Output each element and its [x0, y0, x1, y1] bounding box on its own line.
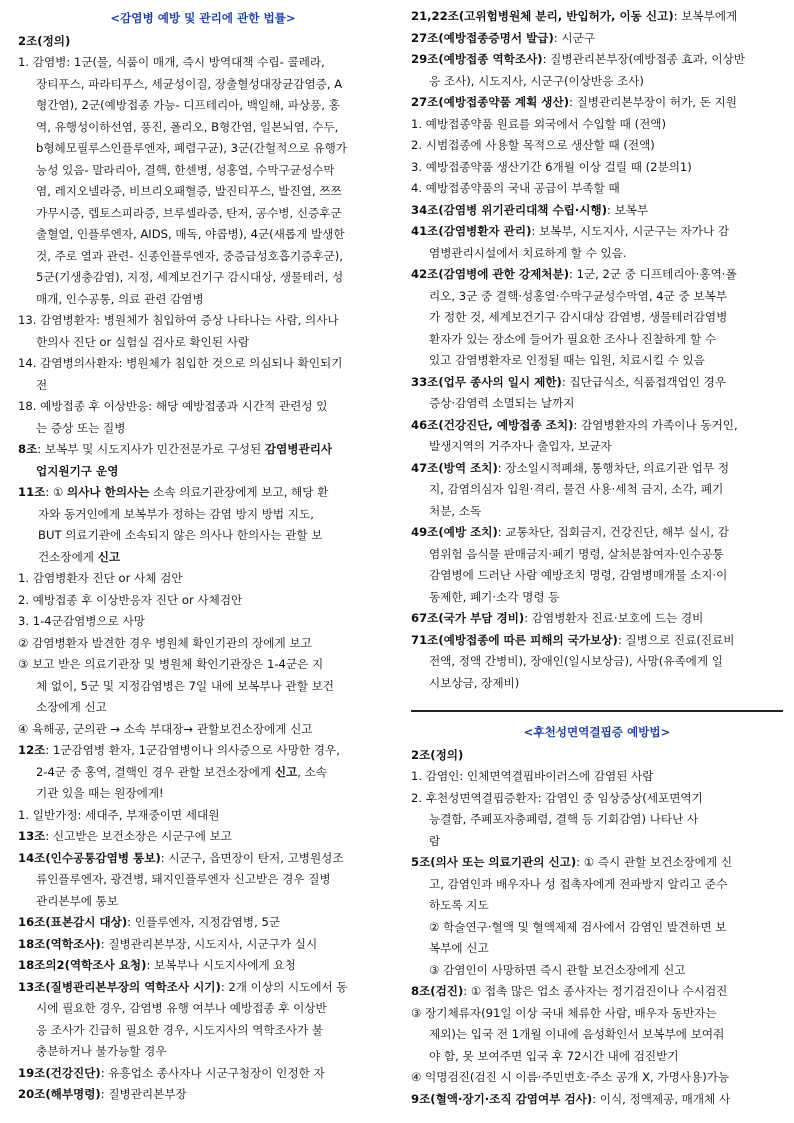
- left-column: [18, 6, 388, 1106]
- line-text: 응 조사가 긴급히 필요한 경우, 시도지사의 역학조사가 불: [36, 1022, 324, 1037]
- line-text: : 신고받은 보건소장은 시군구에 보고: [45, 829, 232, 843]
- article-heading: 2조(정의): [411, 747, 464, 762]
- line-text: : 2개 이상의 시도에서 동: [220, 979, 348, 994]
- article-heading: 의사나 한의사는: [67, 485, 150, 499]
- line-text: 야 함, 못 보여주면 입국 후 72시간 내에 검진받기: [429, 1048, 679, 1063]
- line-text: 능성 있음- 말라리아, 결핵, 한센병, 성홍열, 수막구균성수막: [36, 162, 335, 177]
- line-text: : 장소일시적폐쇄, 통행차단, 의료기관 업무 정: [497, 460, 730, 475]
- line-text: : 질병관리본부장, 시도지사, 시군구가 실시: [100, 936, 318, 951]
- line-text: : 보복부, 시도지사, 시군구는 자가나 감: [531, 224, 730, 238]
- text-line: [18, 891, 388, 913]
- line-text: 염위험 음식물 판매금지·폐기 명령, 살처분참여자·인수공통: [429, 546, 724, 561]
- line-text: : 보복부: [607, 202, 649, 217]
- article-heading: 14조(인수공통감염병 통보): [18, 850, 161, 865]
- text-line: [18, 934, 388, 956]
- line-text: 관리본부에 통보: [36, 893, 119, 908]
- article-heading: 29조(예방접종 역학조사): [411, 52, 543, 66]
- text-line: [411, 608, 783, 630]
- text-line: [18, 95, 388, 117]
- line-text: 1. 감염인: 인체면역결핍바이러스에 감염된 사람: [411, 769, 654, 783]
- article-heading: 34조(감염병 위기관리대책 수립·시행): [411, 202, 608, 217]
- line-text: 충분하거나 불가능할 경우: [36, 1044, 167, 1058]
- text-line: [411, 1089, 783, 1111]
- article-heading: 19조(건강진단): [18, 1065, 101, 1080]
- article-heading: 21,22조(고위험병원체 분리, 반입허가, 이동 신고): [411, 9, 674, 23]
- text-line: [411, 809, 783, 831]
- text-line: [411, 673, 783, 695]
- text-line: [411, 415, 783, 437]
- text-line: [18, 353, 388, 375]
- line-text: : 1군감염병 환자, 1군감염병이나 의사증으로 사망한 경우,: [45, 743, 340, 757]
- text-line: [411, 200, 783, 222]
- line-text: : 시군구, 읍면장이 탄저, 고병원성조: [160, 850, 344, 865]
- line-text: ③ 장기체류자(91일 이상 국내 체류한 사람, 배우자 동반자는: [411, 1005, 717, 1020]
- text-line: [18, 1063, 388, 1085]
- line-text: 3. 1-4군감염병으로 사망: [18, 614, 145, 628]
- line-text: 2. 예방접종 후 이상반응자 진단 or 사체검안: [18, 592, 243, 607]
- line-text: : 유흥업소 종사자나 시군구청장이 인정한 자: [100, 1065, 325, 1080]
- text-line: [18, 525, 388, 547]
- right-lines-a: [411, 6, 783, 694]
- article-heading: 41조(감염병환자 관리): [411, 224, 532, 238]
- line-text: 능결함, 주폐포자충폐렴, 결핵 등 기회감염) 나타난 사: [429, 812, 699, 826]
- line-text: 매개, 인수공통, 의료 관련 감염병: [36, 291, 204, 306]
- line-text: 1. 예방접종약품 원료를 외국에서 수입할 때 (전액): [411, 116, 667, 131]
- text-line: [411, 286, 783, 308]
- line-text: 3. 예방접종약품 생산기간 6개월 이상 걸릴 때 (2분의1): [411, 159, 692, 174]
- text-line: [411, 6, 783, 28]
- line-text: 람: [429, 833, 441, 848]
- text-line: [18, 955, 388, 977]
- line-text: : ①: [45, 485, 68, 499]
- line-text: 전: [36, 377, 48, 392]
- line-text: 출혈열, 인플루엔자, AIDS, 매독, 야콥병), 4군(새롭게 발생한: [36, 227, 345, 241]
- text-line: [18, 375, 388, 397]
- text-line: [18, 676, 388, 698]
- article-heading: 18조(역학조사): [18, 936, 101, 951]
- line-text: b형헤모필루스인플루엔자, 폐렴구균), 3군(간헐적으로 유행가: [36, 141, 347, 155]
- line-text: 역, 유행성이하선염, 풍진, 폴리오, B형간염, 일본뇌염, 수두,: [36, 119, 339, 134]
- line-text: 1. 감염병: 1군(물, 식품이 매개, 즉시 방역대책 수립- 콜레라,: [18, 55, 325, 69]
- text-line: [18, 482, 388, 504]
- text-line: [18, 267, 388, 289]
- article-heading: 9조(혈액·장기·조직 감염여부 검사): [411, 1091, 593, 1106]
- line-text: 동제한, 폐기·소각 명령 등: [429, 589, 560, 604]
- text-line: [18, 203, 388, 225]
- article-heading: 업지원기구 운영: [36, 463, 119, 478]
- text-line: [411, 329, 783, 351]
- text-line: [411, 1046, 783, 1068]
- text-line: [18, 224, 388, 246]
- line-text: 는 증상 또는 질병: [36, 420, 126, 435]
- text-line: [18, 396, 388, 418]
- article-heading: 8조: [18, 442, 38, 456]
- line-text: 하도록 지도: [429, 898, 489, 912]
- line-text: : 질병관리본부장: [100, 1087, 187, 1101]
- line-text: 건소장에게: [38, 549, 98, 564]
- line-text: 체 없이, 5군 및 지정감염병은 7일 내에 보복부나 관할 보건: [36, 678, 334, 693]
- line-text: 환자가 있는 장소에 들어가 필요한 조사나 진찰하게 할 수: [429, 331, 717, 346]
- text-line: [411, 350, 783, 372]
- line-text: 2-4군 중 홍역, 결핵인 경우 관할 보건소장에게: [36, 764, 275, 779]
- line-text: 기관 있을 때는 원장에게!: [36, 786, 164, 800]
- text-line: [18, 869, 388, 891]
- line-text: 2. 시범접종에 사용할 목적으로 생산할 때 (전액): [411, 138, 655, 152]
- line-text: ② 감염병환자 발견한 경우 병원체 확인기관의 장에게 보고: [18, 635, 312, 650]
- text-line: [411, 28, 783, 50]
- right-lines-b: [411, 745, 783, 1111]
- line-text: 염, 레지오넬라증, 비브리오패혈증, 발진티푸스, 발진열, 쯔쯔: [36, 184, 342, 198]
- text-line: [411, 895, 783, 917]
- text-line: [18, 590, 388, 612]
- text-line: [411, 479, 783, 501]
- text-line: [411, 264, 783, 286]
- text-line: [18, 1084, 388, 1106]
- article-heading: 11조: [18, 485, 46, 499]
- line-text: 염병관리시설에서 치료하게 할 수 있음.: [429, 245, 627, 260]
- text-line: [18, 74, 388, 96]
- text-line: [411, 766, 783, 788]
- text-line: [411, 307, 783, 329]
- line-text: 자와 동거인에게 보복부가 정하는 감염 방지 방법 지도,: [38, 506, 314, 521]
- article-heading: 13조(질병관리본부장의 역학조사 시기): [18, 979, 221, 994]
- text-line: [18, 740, 388, 762]
- line-text: 지, 감염의심자 입원·격리, 물건 사용·세척 금지, 소각, 폐기: [429, 482, 724, 496]
- text-line: [411, 501, 783, 523]
- text-line: [18, 977, 388, 999]
- article-heading: 신고: [97, 549, 121, 564]
- text-line: [411, 1024, 783, 1046]
- text-line: [411, 243, 783, 265]
- text-line: [411, 917, 783, 939]
- text-line: [18, 568, 388, 590]
- text-line: [411, 436, 783, 458]
- text-line: [18, 181, 388, 203]
- text-line: [411, 135, 783, 157]
- text-line: [18, 1020, 388, 1042]
- text-line: [18, 160, 388, 182]
- text-line: [18, 848, 388, 870]
- line-text: : 감염병환자 진료·보호에 드는 경비: [524, 611, 704, 625]
- line-text: : 질병으로 진료(진료비: [617, 632, 735, 647]
- text-line: [18, 31, 388, 53]
- article-heading: 33조(업무 종사의 일시 제한): [411, 374, 562, 389]
- line-text: 가 정한 것, 세계보건기구 감시대상 감염병, 생물테러감염병: [429, 310, 728, 324]
- text-line: [411, 1067, 783, 1089]
- line-text: 형간염), 2군(예방접종 가능- 디프테리아, 백일해, 파상풍, 홍: [36, 98, 340, 112]
- text-line: [18, 461, 388, 483]
- law-title-aids: <후천성면역결핍증 예방법>: [523, 725, 671, 739]
- line-text: 것, 주로 열과 관련- 신종인플루엔자, 중증급성호흡기증후군),: [36, 248, 343, 263]
- line-text: 제외)는 입국 전 1개월 이내에 음성확인서 보복부에 보여줘: [429, 1027, 725, 1041]
- article-heading: 감염병관리사: [264, 442, 333, 456]
- text-line: [411, 852, 783, 874]
- text-line: [18, 633, 388, 655]
- line-text: ③ 보고 받은 의료기관장 및 병원체 확인기관장은 1-4군은 지: [18, 657, 324, 671]
- text-line: [411, 651, 783, 673]
- text-line: [18, 246, 388, 268]
- line-text: , 소속: [297, 764, 327, 779]
- text-line: [18, 332, 388, 354]
- right-column: [411, 6, 783, 1110]
- line-text: ② 학술연구·혈액 및 혈액제제 검사에서 감염인 발견하면 보: [429, 919, 727, 934]
- text-line: [18, 719, 388, 741]
- article-heading: 18조의2(역학조사 요청): [18, 958, 147, 972]
- text-line: [411, 565, 783, 587]
- line-text: 가무시증, 렙토스피라증, 브루셀라증, 탄저, 공수병, 신증후군: [36, 205, 342, 220]
- line-text: 응 조사), 시도지사, 시군구(이상반응 조사): [429, 73, 644, 88]
- article-heading: 49조(예방 조치): [411, 525, 498, 539]
- line-text: 발생지역의 거주자나 출입자, 보균자: [429, 439, 612, 453]
- text-line: [18, 912, 388, 934]
- line-text: 시보상금, 장제비): [429, 675, 520, 690]
- line-text: ④ 육해공, 군의관 → 소속 부대장→ 관할보건소장에게 신고: [18, 721, 313, 736]
- article-heading: 27조(예방접종증명서 발급): [411, 30, 554, 45]
- text-line: [411, 372, 783, 394]
- line-text: 리오, 3군 중 결핵·성홍열·수막구균성수막염, 4군 중 보복부: [429, 288, 727, 303]
- article-heading: 12조: [18, 743, 46, 757]
- law-title-infectious-disease: <감염병 예방 및 관리에 관한 법률>: [110, 11, 296, 25]
- text-line: [18, 52, 388, 74]
- text-line: [18, 654, 388, 676]
- text-line: [411, 221, 783, 243]
- text-line: [18, 138, 388, 160]
- line-text: ③ 감염인이 사망하면 즉시 관할 보건소장에게 신고: [429, 962, 686, 977]
- text-line: [18, 998, 388, 1020]
- article-heading: 42조(감염병에 관한 강제처분): [411, 267, 569, 281]
- line-text: ④ 익명검진(검진 시 이름·주민번호·주소 공개 X, 가명사용)가능: [411, 1070, 730, 1084]
- line-text: 시에 필요한 경우, 감염병 유행 여부나 예방접종 후 이상반: [36, 1001, 327, 1015]
- line-text: : 보복부 및 시도지사가 민간전문가로 구성된: [37, 442, 265, 456]
- line-text: : 감염병환자의 가족이나 동거인,: [573, 417, 738, 432]
- line-text: : 시군구: [553, 30, 595, 45]
- text-line: [411, 938, 783, 960]
- line-text: 14. 감염병의사환자: 병원체가 침입한 것으로 의심되나 확인되기: [18, 356, 343, 370]
- line-text: : 이식, 정액제공, 매개체 사: [592, 1091, 731, 1106]
- text-line: [411, 544, 783, 566]
- line-text: 2. 후천성면역결핍증환자: 감염인 중 임상증상(세포면역기: [411, 790, 703, 805]
- line-text: 1. 일반가정: 세대주, 부재중이면 세대원: [18, 807, 220, 822]
- text-line: [18, 504, 388, 526]
- text-line: [18, 289, 388, 311]
- left-lines: [18, 31, 388, 1106]
- text-line: [411, 745, 783, 767]
- text-line: [411, 157, 783, 179]
- text-line: [411, 49, 783, 71]
- text-line: [411, 831, 783, 853]
- article-heading: 5조(의사 또는 의료기관의 신고): [411, 855, 577, 869]
- line-text: 감염병에 드러난 사람 예방조치 명령, 감염병매개물 소지·이: [429, 568, 728, 582]
- text-line: [18, 762, 388, 784]
- line-text: : 인플루엔자, 지정감염병, 5군: [127, 915, 281, 929]
- text-line: [411, 178, 783, 200]
- article-heading: 71조(예방접종에 따른 피해의 국가보상): [411, 632, 618, 647]
- line-text: : ① 즉시 관할 보건소장에게 신: [576, 855, 733, 869]
- text-line: [18, 611, 388, 633]
- line-text: 전액, 정액 간병비), 장애인(일시보상금), 사망(유족에게 일: [429, 654, 723, 668]
- line-text: 1. 감염병환자 진단 or 사체 검안: [18, 571, 183, 585]
- text-line: [411, 393, 783, 415]
- text-line: [411, 92, 783, 114]
- line-text: : 질병관리본부장이 허가, 돈 지원: [569, 95, 737, 109]
- text-line: [18, 547, 388, 569]
- line-text: : 보복부에게: [673, 9, 738, 23]
- line-text: 있고 감염병환자로 인정될 때는 입원, 치료시킬 수 있음: [429, 353, 705, 367]
- article-heading: 27조(예방접종약품 계획 생산): [411, 95, 569, 109]
- line-text: 복부에 신고: [429, 941, 489, 955]
- text-line: [18, 310, 388, 332]
- line-text: 소장에게 신고: [36, 700, 107, 714]
- line-text: 장티푸스, 파라티푸스, 세균성이질, 장출혈성대장균감염증, A: [36, 76, 343, 91]
- line-text: 소속 의료기관장에게 보고, 해당 환: [149, 485, 329, 499]
- article-heading: 67조(국가 부담 경비): [411, 611, 525, 625]
- line-text: 고, 감염인과 배우자나 성 접촉자에게 전파방지 알리고 준수: [429, 876, 728, 891]
- line-text: : 질병관리본부장(예방접종 효과, 이상반: [542, 52, 745, 66]
- line-text: 4. 예방접종약품의 국내 공급이 부족할 때: [411, 181, 620, 195]
- text-line: [411, 874, 783, 896]
- line-text: 5군(기생충감염), 지정, 세계보건기구 감시대상, 생물테러, 성: [36, 270, 344, 284]
- text-line: [18, 805, 388, 827]
- text-line: [411, 960, 783, 982]
- line-text: 한의사 진단 or 실험실 검사로 확인된 사람: [36, 334, 250, 349]
- line-text: : 보복부나 시도지사에게 요청: [146, 958, 296, 972]
- text-line: [18, 783, 388, 805]
- article-heading: 46조(건강진단, 예방접종 조치): [411, 417, 574, 432]
- line-text: 처분, 소독: [429, 503, 482, 518]
- article-heading: 신고: [274, 764, 298, 779]
- text-line: [411, 630, 783, 652]
- line-text: : ① 접촉 많은 업소 종사자는 정기검진이나 수시검진: [463, 984, 728, 998]
- text-line: [411, 788, 783, 810]
- article-heading: 2조(정의): [18, 33, 71, 48]
- text-line: [18, 697, 388, 719]
- line-text: BUT 의료기관에 소속되지 않은 의사나 한의사는 관할 보: [38, 528, 323, 542]
- article-heading: 13조: [18, 829, 46, 843]
- line-text: 류인플루엔자, 광견병, 돼지인플루엔자 신고받은 경우 질병: [36, 872, 331, 886]
- text-line: [18, 418, 388, 440]
- text-line: [18, 117, 388, 139]
- line-text: : 교통차단, 집회금지, 건강진단, 해부 실시, 감: [497, 525, 729, 539]
- text-line: [411, 522, 783, 544]
- text-line: [18, 439, 388, 461]
- text-line: [411, 458, 783, 480]
- text-line: [411, 71, 783, 93]
- text-line: [411, 1003, 783, 1025]
- section-divider: [411, 710, 783, 712]
- text-line: [411, 587, 783, 609]
- text-line: [18, 1041, 388, 1063]
- article-heading: 20조(해부명령): [18, 1087, 101, 1101]
- line-text: 13. 감염병환자: 병원체가 침입하여 증상 나타나는 사람, 의사나: [18, 313, 339, 327]
- article-heading: 16조(표본감시 대상): [18, 915, 128, 929]
- article-heading: 8조(검진): [411, 984, 464, 998]
- text-line: [18, 826, 388, 848]
- text-line: [411, 981, 783, 1003]
- line-text: 증상·감염력 소멸되는 날까지: [429, 396, 575, 410]
- text-line: [411, 114, 783, 136]
- line-text: : 집단급식소, 식품접객업인 경우: [561, 374, 727, 389]
- line-text: : 1군, 2군 중 디프테리아·홍역·폴: [569, 267, 737, 281]
- article-heading: 47조(방역 조치): [411, 460, 498, 475]
- line-text: 18. 예방접종 후 이상반응: 해당 예방접종과 시간적 관련성 있: [18, 399, 328, 413]
